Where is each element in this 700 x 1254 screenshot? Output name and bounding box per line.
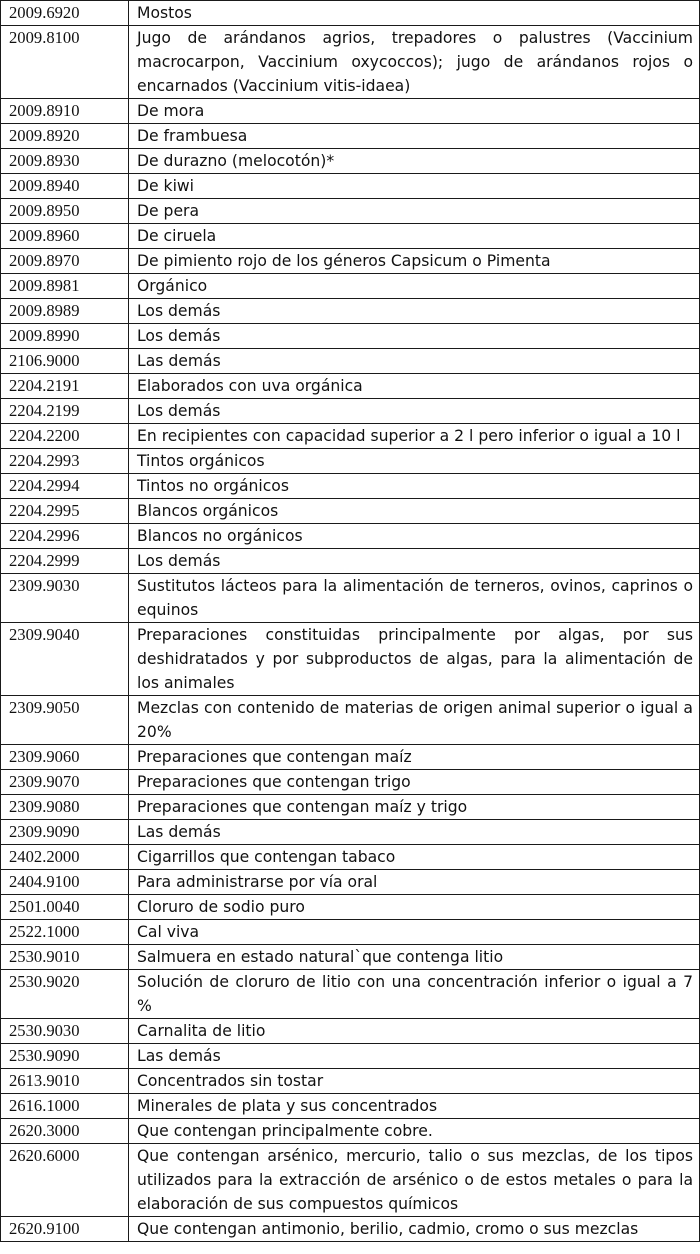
tariff-code-cell: 2204.2994 — [1, 474, 129, 499]
table-row — [1, 99, 700, 124]
table-row — [1, 895, 700, 920]
tariff-code-cell: 2009.8910 — [1, 99, 129, 124]
table-row — [1, 1144, 700, 1217]
table-row — [1, 26, 700, 99]
table-row — [1, 249, 700, 274]
table-row — [1, 149, 700, 174]
table-row — [1, 945, 700, 970]
table-row — [1, 399, 700, 424]
tariff-description-cell: De kiwi — [129, 174, 700, 199]
table-row — [1, 820, 700, 845]
tariff-description-cell: Cloruro de sodio puro — [129, 895, 700, 920]
tariff-description-cell: Los demás — [129, 399, 700, 424]
tariff-description-cell: De durazno (melocotón)* — [129, 149, 700, 174]
tariff-code-cell: 2009.8989 — [1, 299, 129, 324]
tariff-table-body — [1, 1, 700, 1242]
tariff-code-cell: 2204.2999 — [1, 549, 129, 574]
table-row — [1, 449, 700, 474]
tariff-description-cell: Para administrarse por vía oral — [129, 870, 700, 895]
tariff-description-cell: Los demás — [129, 299, 700, 324]
table-row — [1, 299, 700, 324]
table-row — [1, 199, 700, 224]
tariff-code-cell: 2009.8920 — [1, 124, 129, 149]
tariff-code-cell: 2009.8970 — [1, 249, 129, 274]
tariff-description-cell: Preparaciones que contengan maíz — [129, 745, 700, 770]
tariff-code-cell: 2309.9040 — [1, 623, 129, 696]
tariff-code-cell: 2620.6000 — [1, 1144, 129, 1217]
tariff-code-cell: 2009.6920 — [1, 1, 129, 26]
table-row — [1, 845, 700, 870]
table-row — [1, 870, 700, 895]
tariff-description-cell: De pimiento rojo de los géneros Capsicum o Pimenta — [129, 249, 700, 274]
tariff-description-cell: Minerales de plata y sus concentrados — [129, 1094, 700, 1119]
table-row — [1, 424, 700, 449]
tariff-description-cell: De ciruela — [129, 224, 700, 249]
table-row — [1, 1217, 700, 1242]
table-row — [1, 1094, 700, 1119]
tariff-description-cell: Que contengan principalmente cobre. — [129, 1119, 700, 1144]
tariff-code-cell: 2309.9070 — [1, 770, 129, 795]
table-row — [1, 1019, 700, 1044]
tariff-description-cell: Tintos no orgánicos — [129, 474, 700, 499]
table-row — [1, 524, 700, 549]
tariff-code-cell: 2530.9010 — [1, 945, 129, 970]
table-row — [1, 795, 700, 820]
tariff-code-cell: 2620.9100 — [1, 1217, 129, 1242]
tariff-code-cell: 2009.8981 — [1, 274, 129, 299]
tariff-description-cell: Orgánico — [129, 274, 700, 299]
tariff-code-cell: 2616.1000 — [1, 1094, 129, 1119]
table-row — [1, 549, 700, 574]
table-row — [1, 1119, 700, 1144]
tariff-description-cell: En recipientes con capacidad superior a 2 l pero inferior o igual a 10 l — [129, 424, 700, 449]
tariff-description-cell: Que contengan arsénico, mercurio, talio o sus mezclas, de los tipos utilizados para la extracción de arsénico o de estos metales o para la elaboración de sus compuestos químicos — [129, 1144, 700, 1217]
tariff-code-cell: 2009.8950 — [1, 199, 129, 224]
tariff-description-cell: De pera — [129, 199, 700, 224]
tariff-description-cell: Las demás — [129, 1044, 700, 1069]
tariff-code-cell: 2204.2199 — [1, 399, 129, 424]
tariff-code-cell: 2530.9090 — [1, 1044, 129, 1069]
tariff-description-cell: Cal viva — [129, 920, 700, 945]
tariff-description-cell: Carnalita de litio — [129, 1019, 700, 1044]
tariff-description-cell: Mezclas con contenido de materias de origen animal superior o igual a 20% — [129, 696, 700, 745]
table-row — [1, 970, 700, 1019]
tariff-code-cell: 2309.9060 — [1, 745, 129, 770]
tariff-description-cell: Salmuera en estado natural`que contenga litio — [129, 945, 700, 970]
tariff-description-cell: Mostos — [129, 1, 700, 26]
tariff-code-cell: 2613.9010 — [1, 1069, 129, 1094]
tariff-description-cell: Preparaciones que contengan trigo — [129, 770, 700, 795]
table-row — [1, 696, 700, 745]
tariff-description-cell: Preparaciones que contengan maíz y trigo — [129, 795, 700, 820]
tariff-code-cell: 2620.3000 — [1, 1119, 129, 1144]
table-row — [1, 274, 700, 299]
tariff-code-cell: 2106.9000 — [1, 349, 129, 374]
tariff-description-cell: Jugo de arándanos agrios, trepadores o palustres (Vaccinium macrocarpon, Vaccinium oxycoccos); jugo de arándanos rojos o encarnados (Vaccinium vitis-idaea) — [129, 26, 700, 99]
table-row — [1, 499, 700, 524]
tariff-description-cell: Elaborados con uva orgánica — [129, 374, 700, 399]
tariff-description-cell: Tintos orgánicos — [129, 449, 700, 474]
tariff-description-cell: Blancos no orgánicos — [129, 524, 700, 549]
table-row — [1, 1, 700, 26]
table-row — [1, 324, 700, 349]
tariff-code-cell: 2404.9100 — [1, 870, 129, 895]
table-row — [1, 574, 700, 623]
tariff-code-cell: 2204.2995 — [1, 499, 129, 524]
tariff-description-cell: Preparaciones constituidas principalmente por algas, por sus deshidratados y por subproductos de algas, para la alimentación de los animales — [129, 623, 700, 696]
table-row — [1, 920, 700, 945]
tariff-description-cell: Concentrados sin tostar — [129, 1069, 700, 1094]
table-row — [1, 1069, 700, 1094]
tariff-code-cell: 2522.1000 — [1, 920, 129, 945]
tariff-code-cell: 2204.2993 — [1, 449, 129, 474]
tariff-code-cell: 2009.8100 — [1, 26, 129, 99]
table-row — [1, 474, 700, 499]
table-row — [1, 623, 700, 696]
tariff-description-cell: Que contengan antimonio, berilio, cadmio, cromo o sus mezclas — [129, 1217, 700, 1242]
tariff-description-cell: Sustitutos lácteos para la alimentación de terneros, ovinos, caprinos o equinos — [129, 574, 700, 623]
tariff-code-cell: 2501.0040 — [1, 895, 129, 920]
tariff-description-cell: De mora — [129, 99, 700, 124]
table-row — [1, 374, 700, 399]
tariff-code-cell: 2309.9030 — [1, 574, 129, 623]
tariff-code-cell: 2009.8990 — [1, 324, 129, 349]
tariff-code-cell: 2309.9050 — [1, 696, 129, 745]
table-row — [1, 224, 700, 249]
table-row — [1, 770, 700, 795]
tariff-description-cell: Las demás — [129, 349, 700, 374]
tariff-code-cell: 2309.9090 — [1, 820, 129, 845]
tariff-code-cell: 2009.8930 — [1, 149, 129, 174]
tariff-code-cell: 2530.9020 — [1, 970, 129, 1019]
table-row — [1, 124, 700, 149]
tariff-description-cell: Cigarrillos que contengan tabaco — [129, 845, 700, 870]
tariff-description-cell: Solución de cloruro de litio con una concentración inferior o igual a 7 % — [129, 970, 700, 1019]
table-row — [1, 174, 700, 199]
tariff-code-cell: 2204.2191 — [1, 374, 129, 399]
tariff-description-cell: Los demás — [129, 324, 700, 349]
table-row — [1, 745, 700, 770]
tariff-description-cell: Las demás — [129, 820, 700, 845]
tariff-code-cell: 2009.8940 — [1, 174, 129, 199]
table-row — [1, 349, 700, 374]
tariff-description-cell: Blancos orgánicos — [129, 499, 700, 524]
tariff-code-cell: 2402.2000 — [1, 845, 129, 870]
tariff-code-cell: 2530.9030 — [1, 1019, 129, 1044]
tariff-description-cell: De frambuesa — [129, 124, 700, 149]
tariff-code-cell: 2309.9080 — [1, 795, 129, 820]
tariff-code-cell: 2204.2200 — [1, 424, 129, 449]
table-row — [1, 1044, 700, 1069]
tariff-code-cell: 2204.2996 — [1, 524, 129, 549]
tariff-description-cell: Los demás — [129, 549, 700, 574]
tariff-code-cell: 2009.8960 — [1, 224, 129, 249]
